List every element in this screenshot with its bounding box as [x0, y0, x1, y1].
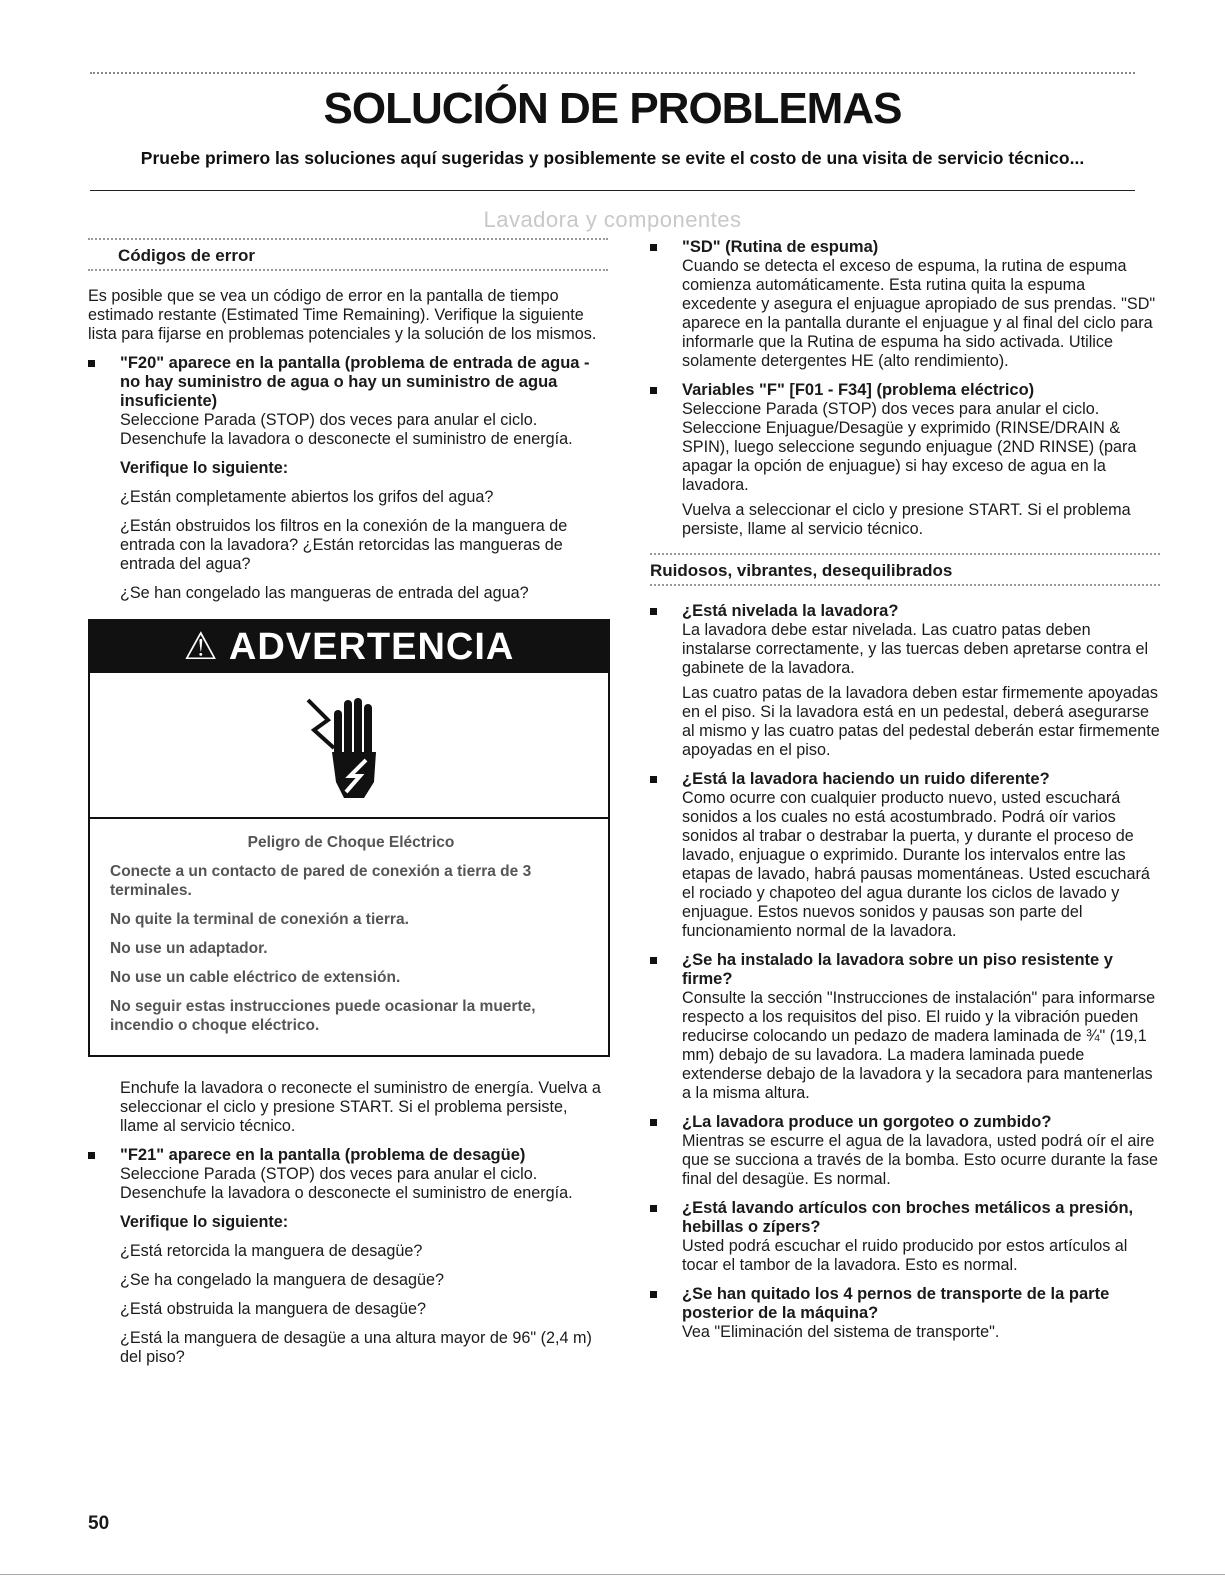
electric-shock-hand-icon	[304, 690, 394, 800]
right-column	[650, 238, 1160, 1352]
error-codes-heading-box	[88, 238, 608, 271]
f21-question: ¿Está retorcida la manguera de desagüe?	[120, 1242, 423, 1260]
noise-item-title: ¿Se han quitado los 4 pernos de transporte de la parte posterior de la máquina?	[682, 1285, 1110, 1322]
error-codes-heading: Códigos de error	[118, 246, 255, 265]
f21-title: "F21" aparece en la pantalla (problema de desagüe)	[120, 1146, 526, 1164]
noise-item-floor	[650, 951, 1160, 1103]
f20-question: ¿Se han congelado las mangueras de entrada del agua?	[120, 584, 529, 602]
bullet-icon	[650, 776, 657, 783]
left-column	[88, 238, 608, 1377]
warning-header: ⚠ ADVERTENCIA	[90, 621, 608, 673]
bullet-icon	[88, 1152, 95, 1159]
warning-icon-area	[90, 673, 608, 819]
f21-question: ¿Se ha congelado la manguera de desagüe?	[120, 1271, 444, 1289]
f20-item	[88, 354, 608, 449]
bullet-icon	[650, 1205, 657, 1212]
sd-body: Cuando se detecta el exceso de espuma, la rutina de espuma comienza automáticamente. Esta rutina quita la espuma excedente y asegura el enjuague apropiado de sus prendas. "SD" aparece en la pantalla durante el enjuague y al final del ciclo para informarle que la Rutina de espuma ha sido activada. Utilice solamente detergentes HE (alto rendimiento).	[682, 257, 1156, 370]
warning-box	[88, 619, 610, 1057]
noise-item-title: ¿Está lavando artículos con broches metálicos a presión, hebillas o zípers?	[682, 1199, 1134, 1236]
bullet-icon	[650, 1291, 657, 1298]
fvar-item	[650, 381, 1160, 495]
bottom-rule	[0, 1574, 1225, 1575]
sd-title: "SD" (Rutina de espuma)	[682, 238, 879, 256]
noise-item-leveled	[650, 602, 1160, 678]
f21-question: ¿Está la manguera de desagüe a una altura mayor de 96" (2,4 m) del piso?	[120, 1329, 592, 1366]
top-dotted-rule	[90, 72, 1135, 74]
page-title: SOLUCIÓN DE PROBLEMAS	[323, 84, 902, 133]
page-number: 50	[88, 1513, 110, 1534]
noise-item-metal	[650, 1199, 1160, 1275]
noise-heading-box	[650, 553, 1160, 586]
f20-check-title: Verifique lo siguiente:	[120, 459, 289, 477]
warning-body	[90, 819, 608, 1055]
noise-item-body2: Las cuatro patas de la lavadora deben estar firmemente apoyadas en el piso. Si la lavadora está en un pedestal, deberá asegurarse al mismo y las cuatro patas del pedestal deberán estar firmemente apoyadas en el piso.	[682, 684, 1160, 759]
warning-triangle-icon: ⚠	[183, 626, 219, 668]
bullet-icon	[650, 1119, 657, 1126]
warning-line: No use un adaptador.	[110, 940, 268, 957]
noise-item-title: ¿Está nivelada la lavadora?	[682, 602, 899, 620]
noise-item-body: Vea "Eliminación del sistema de transporte".	[682, 1323, 1000, 1341]
warning-line: No quite la terminal de conexión a tierra.	[110, 911, 409, 928]
f21-body: Seleccione Parada (STOP) dos veces para anular el ciclo. Desenchufe la lavadora o desconecte el suministro de energía.	[120, 1165, 573, 1202]
bullet-icon	[650, 957, 657, 964]
sd-item	[650, 238, 1160, 371]
f21-question: ¿Está obstruida la manguera de desagüe?	[120, 1300, 426, 1318]
noise-item-body: Consulte la sección "Instrucciones de instalación" para informarse respecto a los requisitos del piso. El ruido y la vibración pueden reducirse colocando un pedazo de madera laminada de ¾" (19,1 mm) debajo de su lavadora. La madera laminada puede extenderse debajo de la lavadora y la secadora para mantenerlas a la misma altura.	[682, 989, 1156, 1102]
noise-item-title: ¿Se ha instalado la lavadora sobre un piso resistente y firme?	[682, 951, 1113, 988]
noise-item-bolts	[650, 1285, 1160, 1342]
header-rule	[90, 190, 1135, 191]
noise-item-different	[650, 770, 1160, 941]
after-warning-paragraph: Enchufe la lavadora o reconecte el suministro de energía. Vuelva a seleccionar el ciclo y presione START. Si el problema persiste, llame al servicio técnico.	[120, 1079, 601, 1135]
noise-item-title: ¿La lavadora produce un gorgoteo o zumbido?	[682, 1113, 1052, 1131]
page-subtitle: Pruebe primero las soluciones aquí sugeridas y posiblemente se evite el costo de una visita de servicio técnico...	[140, 148, 1085, 168]
bullet-icon	[88, 360, 95, 367]
intro-paragraph: Es posible que se vea un código de error en la pantalla de tiempo estimado restante (Estimated Time Remaining). Verifique la siguiente lista para fijarse en problemas potenciales y la solución de los mismos.	[88, 287, 597, 343]
f20-body: Seleccione Parada (STOP) dos veces para anular el ciclo. Desenchufe la lavadora o desconecte el suministro de energía.	[120, 411, 573, 448]
warning-title: Peligro de Choque Eléctrico	[247, 834, 455, 851]
fvar-title: Variables "F" [F01 - F34] (problema eléctrico)	[682, 381, 1035, 399]
bullet-icon	[650, 608, 657, 615]
noise-item-body: Mientras se escurre el agua de la lavadora, usted podrá oír el aire que se succiona a través de la bomba. Esto ocurre durante la fase final del desagüe. Es normal.	[682, 1132, 1159, 1188]
bullet-icon	[650, 244, 657, 251]
warning-line: Conecte a un contacto de pared de conexión a tierra de 3 terminales.	[110, 863, 532, 899]
f20-title: "F20" aparece en la pantalla (problema de entrada de agua - no hay suministro de agua o hay un suministro de agua insuficiente)	[120, 354, 590, 410]
section-heading: Lavadora y componentes	[483, 207, 742, 232]
warning-line: No seguir estas instrucciones puede ocasionar la muerte, incendio o choque eléctrico.	[110, 998, 536, 1034]
noise-heading: Ruidosos, vibrantes, desequilibrados	[650, 561, 953, 580]
noise-item-body: Usted podrá escuchar el ruido producido por estos artículos al tocar el tambor de la lavadora. Esto es normal.	[682, 1237, 1128, 1274]
fvar-body2: Vuelva a seleccionar el ciclo y presione START. Si el problema persiste, llame al servicio técnico.	[682, 501, 1131, 538]
f21-check-title: Verifique lo siguiente:	[120, 1213, 289, 1231]
noise-item-body: La lavadora debe estar nivelada. Las cuatro patas deben instalarse correctamente, y las tuercas deben apretarse contra el gabinete de la lavadora.	[682, 621, 1149, 677]
fvar-body: Seleccione Parada (STOP) dos veces para anular el ciclo. Seleccione Enjuague/Desagüe y exprimido (RINSE/DRAIN & SPIN), luego seleccione segundo enjuague (2ND RINSE) (para apagar la opción de enjuague) si hay exceso de agua en la lavadora.	[682, 400, 1137, 494]
noise-item-title: ¿Está la lavadora haciendo un ruido diferente?	[682, 770, 1050, 788]
f20-question: ¿Están completamente abiertos los grifos del agua?	[120, 488, 494, 506]
f21-item	[88, 1146, 608, 1203]
noise-item-gurgle	[650, 1113, 1160, 1189]
bullet-icon	[650, 387, 657, 394]
noise-item-body: Como ocurre con cualquier producto nuevo, usted escuchará sonidos a los cuales no está acostumbrado. Podrá oír varios sonidos al trabar o destrabar la puerta, y durante el proceso de lavado, enjuague o exprimido. Durante los intervalos entre las etapas de lavado, habrá pausas momentáneas. Usted escuchará el rociado y chapoteo del agua durante los ciclos de lavado y enjuague. Estos nuevos sonidos y pausas son parte del funcionamiento normal de la lavadora.	[682, 789, 1150, 940]
warning-line: No use un cable eléctrico de extensión.	[110, 969, 401, 986]
f20-question: ¿Están obstruidos los filtros en la conexión de la manguera de entrada con la lavadora? ¿Están retorcidas las mangueras de entrada del agua?	[120, 517, 568, 573]
